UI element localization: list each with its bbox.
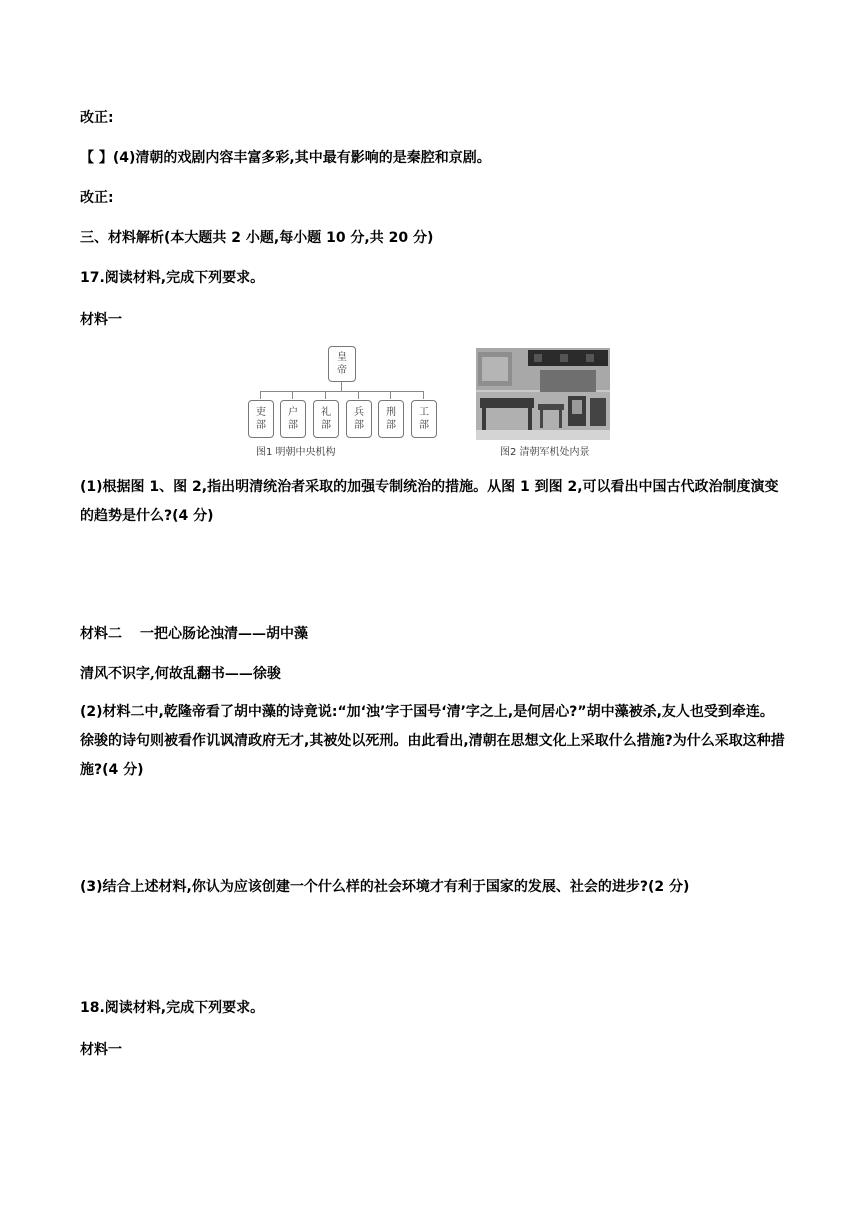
figure-caption: 图2 清朝军机处内景 (500, 447, 590, 458)
department-box: 工 部 (411, 400, 437, 438)
grand-council-interior-photo (476, 348, 610, 440)
statement-text: (4)清朝的戏剧内容丰富多彩,其中最有影响的是秦腔和京剧。 (112, 150, 491, 166)
material-label: 材料一 (80, 312, 122, 328)
poem-line: 一把心肠论浊清——胡中藻 (140, 626, 308, 642)
poem-line: 清风不识字,何故乱翻书——徐骏 (80, 666, 281, 682)
section-heading: 三、材料解析(本大题共 2 小题,每小题 10 分,共 20 分) (80, 230, 434, 246)
department-box: 吏 部 (248, 400, 274, 438)
department-box: 礼 部 (313, 400, 339, 438)
interior-photo-image (476, 348, 610, 440)
answer-bracket: 【 】 (80, 150, 113, 166)
ming-central-org-chart (246, 346, 446, 462)
question-intro: 18.阅读材料,完成下列要求。 (80, 1000, 265, 1016)
department-box: 户 部 (280, 400, 306, 438)
question-3: (3)结合上述材料,你认为应该创建一个什么样的社会环境才有利于国家的发展、社会的进步?(2 分) (80, 879, 690, 895)
question-1: (1)根据图 1、图 2,指出明清统治者采取的加强专制统治的措施。从图 1 到图 2,可以看出中国古代政治制度演变的趋势是什么?(4 分) (80, 479, 779, 524)
figure-caption: 图1 明朝中央机构 (256, 447, 336, 458)
department-box: 兵 部 (346, 400, 372, 438)
material-2 (80, 624, 308, 644)
material-label: 材料二 (80, 626, 122, 642)
question-2: (2)材料二中,乾隆帝看了胡中藻的诗竟说:“加‘浊’字于国号‘清’字之上,是何居心?”胡中藻被杀,友人也受到牵连。徐骏的诗句则被看作讥讽清政府无才,其被处以死刑。由此看出,清朝在思想文化上采取什么措施?为什么采取这种措施?(4 分) (80, 704, 785, 778)
statement-item-4 (80, 148, 491, 168)
department-box: 刑 部 (378, 400, 404, 438)
material-label: 材料一 (80, 1042, 122, 1058)
emperor-box: 皇 帝 (328, 346, 356, 382)
correction-label: 改正: (80, 110, 114, 126)
question-intro: 17.阅读材料,完成下列要求。 (80, 270, 265, 286)
correction-label: 改正: (80, 190, 114, 206)
